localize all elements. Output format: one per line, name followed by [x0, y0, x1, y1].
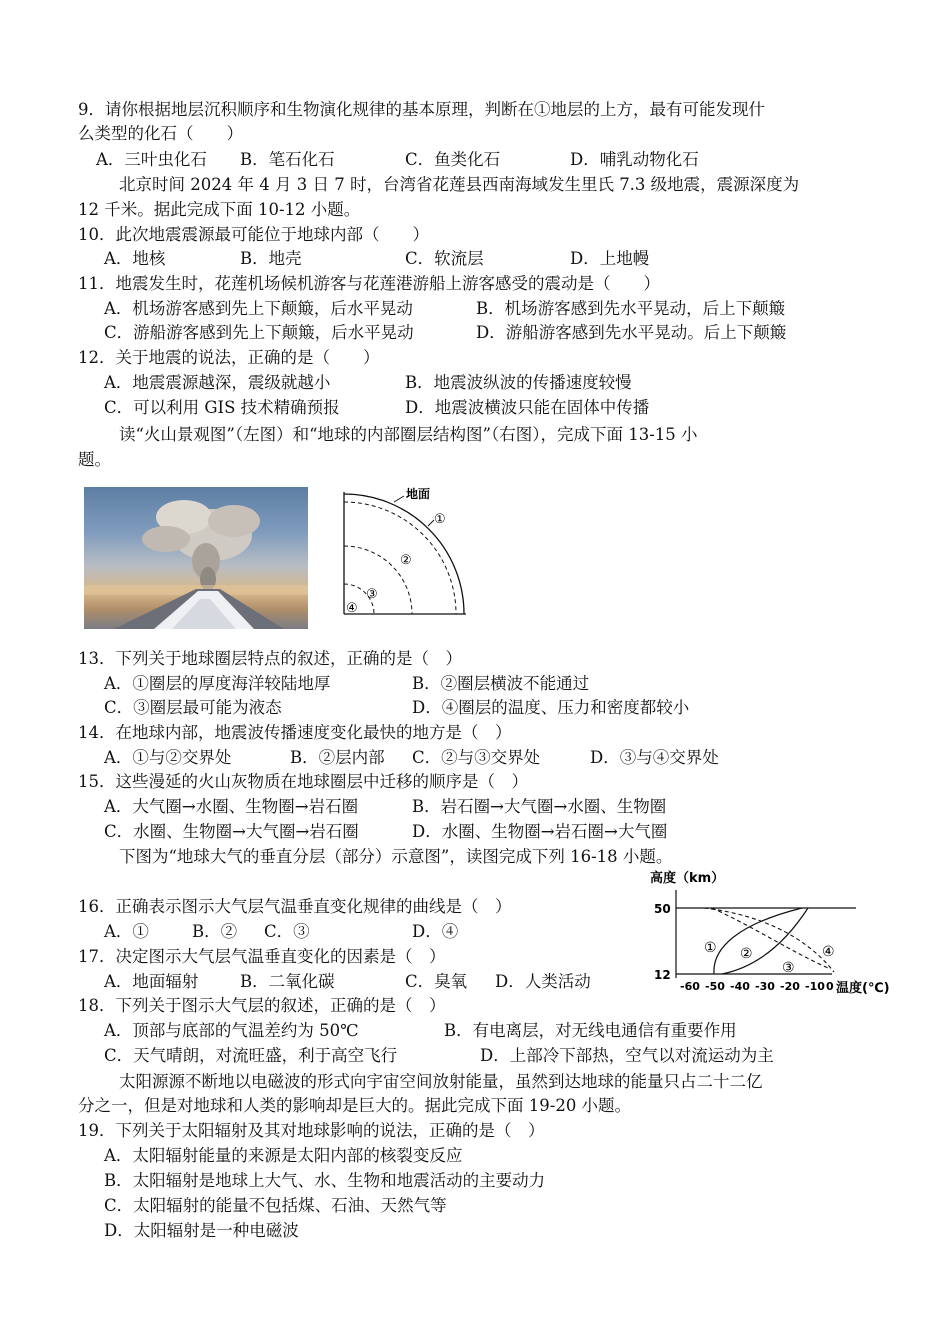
question-13-stem: 13．下列关于地球圈层特点的叙述，正确的是（ ） — [78, 649, 462, 668]
question-12-stem: 12．关于地震的说法，正确的是（ ） — [78, 348, 380, 367]
curve-1-label: ① — [704, 940, 717, 956]
x-tick: -60 — [680, 980, 700, 993]
question-13-option-a: A．①圈层的厚度海洋较陆地厚 — [104, 674, 331, 693]
question-17-option-d: D．人类活动 — [495, 972, 591, 991]
question-18-option-d: D．上部冷下部热，空气以对流运动为主 — [480, 1046, 774, 1065]
question-9-option-c: C．鱼类化石 — [405, 150, 501, 169]
curve-3-label: ③ — [782, 960, 795, 976]
question-12-option-b: B．地震波纵波的传播速度较慢 — [405, 373, 632, 392]
question-13-option-c: C．③圈层最可能为液态 — [104, 698, 282, 717]
ash-plume — [142, 526, 190, 552]
question-9-option-d: D．哺乳动物化石 — [570, 150, 699, 169]
question-13-option-d: D．④圈层的温度、压力和密度都较小 — [412, 698, 690, 717]
question-17-option-a: A．地面辐射 — [104, 972, 199, 991]
chart-ylabel: 高度（km） — [650, 871, 725, 886]
question-14-option-a: A．①与②交界处 — [104, 748, 232, 767]
question-16-option-c: C．③ — [264, 922, 310, 941]
question-19-option-c: C．太阳辐射的能量不包括煤、石油、天然气等 — [104, 1196, 447, 1215]
question-11-option-a: A．机场游客感到先上下颠簸，后水平晃动 — [104, 299, 413, 318]
layer-1-mark: ① — [434, 512, 446, 527]
question-19-option-d: D．太阳辐射是一种电磁波 — [104, 1221, 299, 1240]
question-15-option-b: B．岩石圈→大气圈→水圈、生物圈 — [412, 797, 667, 816]
y-tick-50: 50 — [654, 902, 671, 916]
intro-19-20-line2: 分之一，但是对地球和人类的影响却是巨大的。据此完成下面 19-20 小题。 — [78, 1096, 632, 1115]
question-10-stem: 10．此次地震震源最可能位于地球内部（ ） — [78, 225, 429, 244]
question-16-stem: 16．正确表示图示大气层气温垂直变化规律的曲线是（ ） — [78, 897, 512, 916]
question-12-option-d: D．地震波横波只能在固体中传播 — [405, 398, 650, 417]
earth-layer-diagram — [338, 486, 478, 618]
question-17-option-c: C．臭氧 — [405, 972, 468, 991]
question-15-stem: 15．这些漫延的火山灰物质在地球圈层中迁移的顺序是（ ） — [78, 772, 528, 791]
x-tick: 0 — [826, 980, 834, 993]
x-tick: -30 — [755, 980, 775, 993]
curve-2-label: ② — [740, 946, 753, 962]
chart-xlabel: 温度(℃) — [836, 981, 890, 996]
question-18-option-a: A．顶部与底部的气温差约为 50℃ — [104, 1021, 359, 1040]
volcano-photo — [84, 487, 308, 629]
question-9-stem-line2: 么类型的化石（ ） — [78, 124, 243, 143]
intro-10-12-line2: 12 千米。据此完成下面 10-12 小题。 — [78, 200, 361, 219]
intro-13-15-line2: 题。 — [78, 450, 111, 469]
question-10-option-a: A．地核 — [104, 249, 166, 268]
layer-2-mark: ② — [400, 553, 412, 568]
intro-10-12-line1: 北京时间 2024 年 4 月 3 日 7 时，台湾省花莲县西南海域发生里氏 7.3 级地震，震源深度为 — [119, 175, 800, 194]
intro-19-20-line1: 太阳源源不断地以电磁波的形式向宇宙空间放射能量，虽然到达地球的能量只占二十二亿 — [119, 1072, 763, 1091]
question-15-option-d: D．水圈、生物圈→岩石圈→大气圈 — [412, 822, 668, 841]
question-13-option-b: B．②圈层横波不能通过 — [412, 674, 590, 693]
question-11-option-c: C．游船游客感到先上下颠簸，后水平晃动 — [104, 323, 414, 342]
volcano-illustration — [84, 487, 308, 629]
y-tick-12: 12 — [654, 968, 671, 982]
question-9-option-a: A．三叶虫化石 — [96, 150, 207, 169]
curve-4-label: ④ — [822, 944, 835, 960]
question-12-option-c: C．可以利用 GIS 技术精确预报 — [104, 398, 340, 417]
question-18-option-b: B．有电离层，对无线电通信有重要作用 — [444, 1021, 737, 1040]
question-14-option-c: C．②与③交界处 — [412, 748, 541, 767]
atmosphere-layer-chart — [642, 868, 892, 998]
question-16-option-d: D．④ — [412, 922, 459, 941]
question-18-stem: 18．下列关于图示大气层的叙述，正确的是（ ） — [78, 996, 446, 1015]
question-18-option-c: C．天气晴朗，对流旺盛，利于高空飞行 — [104, 1046, 398, 1065]
question-11-stem: 11．地震发生时，花莲机场候机游客与花莲港游船上游客感受的震动是（ ） — [78, 274, 660, 293]
ash-plume — [208, 505, 260, 537]
x-tick: -10 — [805, 980, 825, 993]
surface-pointer — [394, 496, 404, 502]
intro-16-18-line1: 下图为“地球大气的垂直分层（部分）示意图”，读图完成下列 16-18 小题。 — [119, 847, 673, 866]
question-10-option-d: D．上地幔 — [570, 249, 650, 268]
question-17-stem: 17．决定图示大气层气温垂直变化的因素是（ ） — [78, 947, 446, 966]
question-19-stem: 19．下列关于太阳辐射及其对地球影响的说法，正确的是（ ） — [78, 1121, 545, 1140]
question-10-option-b: B．地壳 — [240, 249, 302, 268]
question-12-option-a: A．地震震源越深，震级就越小 — [104, 373, 331, 392]
layer-3-mark: ③ — [366, 587, 378, 602]
x-tick: -50 — [705, 980, 725, 993]
x-tick: -20 — [780, 980, 800, 993]
curve-3 — [712, 908, 828, 968]
curve-2 — [722, 908, 808, 974]
question-15-option-c: C．水圈、生物圈→大气圈→岩石圈 — [104, 822, 359, 841]
question-19-option-a: A．太阳辐射能量的来源是太阳内部的核裂变反应 — [104, 1146, 463, 1165]
surface-label: 地面 — [406, 487, 431, 501]
question-14-stem: 14．在地球内部，地震波传播速度变化最快的地方是（ ） — [78, 723, 512, 742]
question-11-option-d: D．游船游客感到先水平晃动。后上下颠簸 — [476, 323, 787, 342]
question-15-option-a: A．大气圈→水圈、生物圈→岩石圈 — [104, 797, 359, 816]
intro-13-15-line1: 读“火山景观图”（左图）和“地球的内部圈层结构图”（右图），完成下面 13-15 小 — [119, 425, 698, 444]
question-19-option-b: B．太阳辐射是地球上大气、水、生物和地震活动的主要动力 — [104, 1171, 546, 1190]
question-14-option-b: B．②层内部 — [290, 748, 385, 767]
question-11-option-b: B．机场游客感到先水平晃动，后上下颠簸 — [476, 299, 786, 318]
layer-4-mark: ④ — [346, 601, 358, 616]
question-16-option-a: A．① — [104, 922, 149, 941]
question-9-stem-line1: 9．请你根据地层沉积顺序和生物演化规律的基本原理，判断在①地层的上方，最有可能发现什 — [78, 100, 765, 119]
question-9-option-b: B．笔石化石 — [240, 150, 335, 169]
question-16-option-b: B．② — [192, 922, 238, 941]
x-tick: -40 — [730, 980, 750, 993]
question-10-option-c: C．软流层 — [405, 249, 484, 268]
question-17-option-b: B．二氧化碳 — [240, 972, 335, 991]
question-14-option-d: D．③与④交界处 — [590, 748, 719, 767]
